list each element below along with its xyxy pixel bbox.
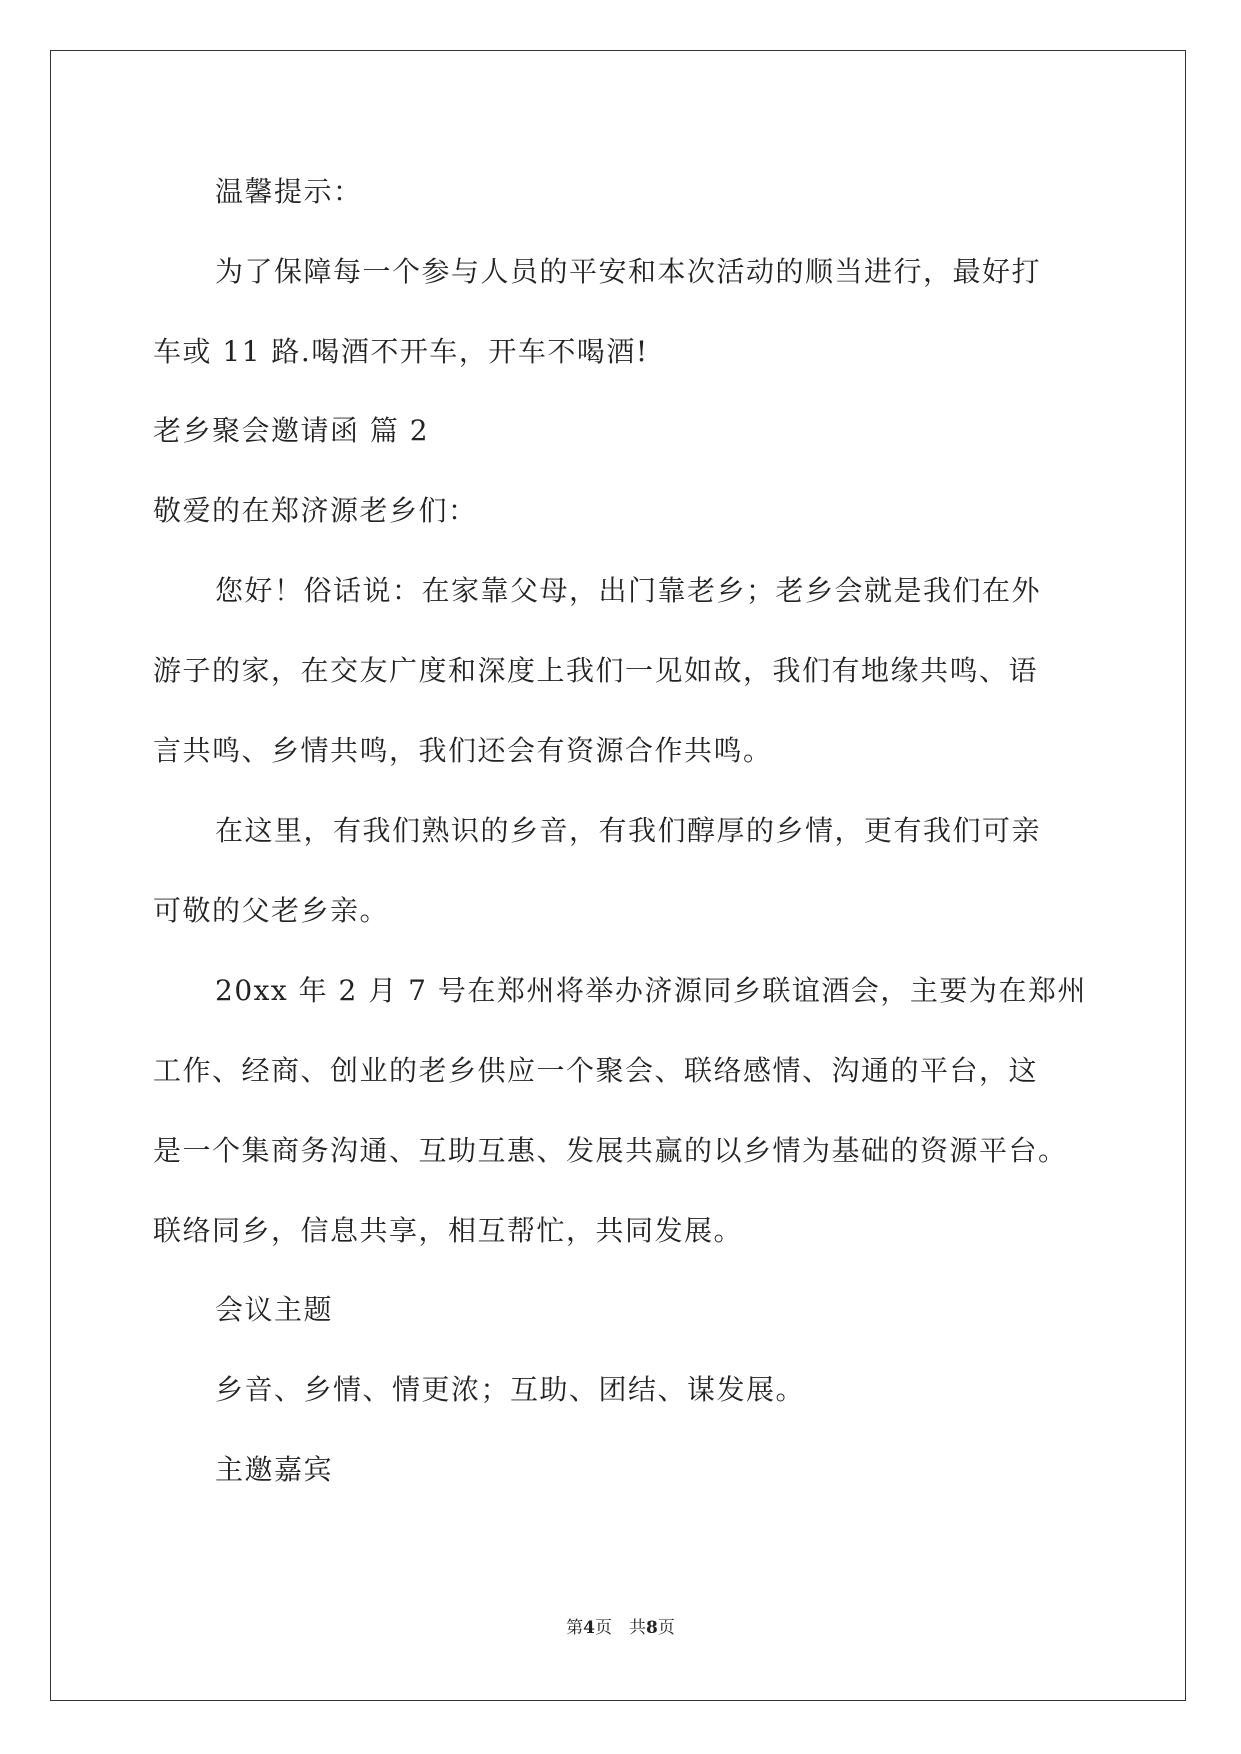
- footer-prefix: 第: [566, 1618, 584, 1638]
- body-line: 联络同乡，信息共享，相互帮忙，共同发展。: [153, 1214, 744, 1247]
- footer-suffix: 页: [657, 1618, 675, 1638]
- body-line: 您好！俗话说：在家靠父母，出门靠老乡；老乡会就是我们在外: [215, 574, 1042, 607]
- body-line: 言共鸣、乡情共鸣，我们还会有资源合作共鸣。: [153, 734, 773, 767]
- total-pages-number: 8: [646, 1618, 658, 1638]
- body-line: 20xx 年 2 月 7 号在郑州将举办济源同乡联谊酒会，主要为在郑州: [215, 974, 1087, 1007]
- page-footer: [0, 1616, 1241, 1640]
- body-line: 在这里，有我们熟识的乡音，有我们醇厚的乡情，更有我们可亲: [215, 814, 1042, 847]
- tip-heading: 温馨提示：: [215, 175, 363, 208]
- body-line: 游子的家，在交友广度和深度上我们一见如故，我们有地缘共鸣、语: [153, 654, 1039, 687]
- current-page-number: 4: [583, 1618, 595, 1638]
- footer-middle: 页 共: [595, 1618, 646, 1638]
- salutation: 敬爱的在郑济源老乡们：: [153, 494, 478, 527]
- subheading-theme: 会议主题: [215, 1293, 334, 1326]
- section-title: 老乡聚会邀请函 篇 2: [153, 414, 430, 447]
- body-line: 是一个集商务沟通、互助互惠、发展共赢的以乡情为基础的资源平台。: [153, 1134, 1068, 1167]
- subheading-guests: 主邀嘉宾: [215, 1453, 334, 1486]
- body-line: 乡音、乡情、情更浓；互助、团结、谋发展。: [215, 1373, 806, 1406]
- body-line: 车或 11 路.喝酒不开车，开车不喝酒!: [153, 335, 649, 368]
- body-line: 为了保障每一个参与人员的平安和本次活动的顺当进行，最好打: [215, 255, 1042, 288]
- body-line: 工作、经商、创业的老乡供应一个聚会、联络感情、沟通的平台，这: [153, 1054, 1039, 1087]
- body-line: 可敬的父老乡亲。: [153, 894, 390, 927]
